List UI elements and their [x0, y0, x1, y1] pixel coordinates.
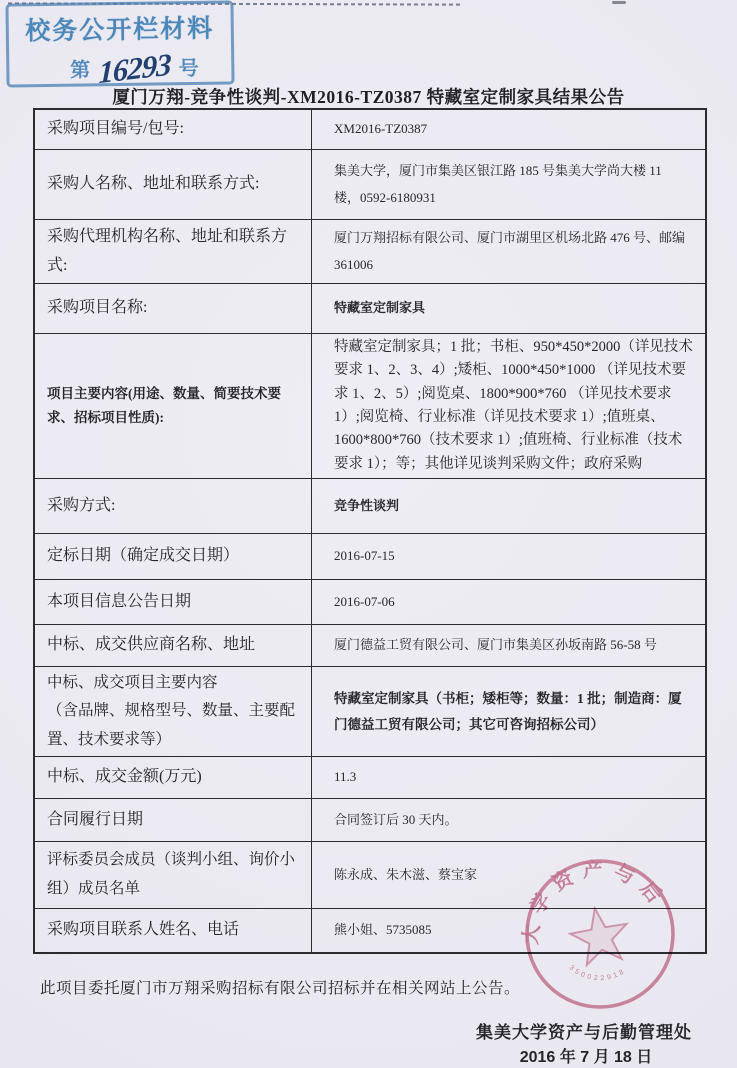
row-value: 特藏室定制家具 [334, 300, 426, 316]
row-label: 定标日期（确定成交日期） [35, 534, 312, 579]
row-label: 采购项目名称: [35, 284, 312, 333]
row-label: 采购项目编号/包号: [35, 110, 312, 149]
row-value: 厦门万翔招标有限公司、厦门市湖里区机场北路 476 号、邮编 361006 [334, 229, 686, 272]
table-row [35, 667, 705, 757]
table-row [35, 220, 705, 284]
archive-stamp-number-line [9, 46, 231, 91]
row-value: XM2016-TZ0387 [334, 121, 428, 137]
archive-stamp-title: 校务公开栏材料 [25, 15, 215, 46]
row-value: 2016-07-15 [334, 548, 395, 564]
footer-note: 此项目委托厦门市万翔采购招标有限公司招标并在相关网站上公告。 [40, 980, 521, 997]
signature-department: 集美大学资产与后勤管理处 [476, 1023, 692, 1042]
row-value: 特藏室定制家具（书柜；矮柜等；数量：1 批；制造商：厦门德益工贸有限公司；其它可咨询招标公司） [334, 690, 682, 732]
row-value: 合同签订后 30 天内。 [334, 811, 458, 827]
table-row [35, 757, 705, 799]
row-label: 采购项目联系人姓名、电话 [35, 909, 312, 952]
table-row [35, 479, 705, 534]
row-label: 本项目信息公告日期 [35, 580, 312, 624]
archive-stamp [5, 0, 234, 91]
table-row [35, 625, 705, 667]
row-label: 中标、成交供应商名称、地址 [35, 625, 312, 666]
row-value: 陈永成、朱木滋、蔡宝家 [334, 866, 478, 882]
table-row [35, 110, 705, 150]
archive-stamp-number-suffix: 号 [178, 57, 199, 81]
row-label: 评标委员会成员（谈判小组、询价小组）成员名单 [35, 842, 312, 908]
table-row [35, 334, 705, 479]
row-value: 集美大学，厦门市集美区银江路 185 号集美大学尚大楼 11 楼，0592-6180931 [334, 162, 662, 205]
row-value: 熊小姐、5735085 [334, 922, 432, 938]
archive-stamp-handwritten-number: 16293 [97, 46, 171, 91]
row-value: 11.3 [334, 769, 357, 785]
result-table [33, 108, 707, 954]
row-value: 特藏室定制家具；1 批；书柜、950*450*2000（详见技术要求 1、2、3、4）;矮柜、1000*450*1000 （详见技术要求 1、2、5）;阅览桌、1800*900*760 （详见技术要求 1）;阅览椅、行业标准（详见技术要求 1）;值班桌、1600*800*760（技术要求 1）;值班椅、行业标准（技术要求 1）；等；其他详见谈判采购文件；政府采购 [334, 338, 693, 472]
table-row [35, 799, 705, 842]
row-label: 合同履行日期 [35, 799, 312, 841]
scan-artifact-speck [612, 1, 626, 4]
row-label: 中标、成交金额(万元) [35, 757, 312, 798]
table-row [35, 150, 705, 220]
signature-date: 2016 年 7 月 18 日 [519, 1049, 653, 1066]
seal-serial-number: 350022918 [567, 964, 628, 983]
table-row [35, 284, 705, 334]
archive-stamp-number-prefix: 第 [69, 59, 91, 82]
row-value: 2016-07-06 [334, 593, 395, 609]
department-seal [520, 853, 680, 1015]
seal-arc-text: 大学资产与后 [520, 858, 671, 946]
table-row [35, 580, 705, 625]
table-row [35, 534, 705, 580]
row-label: 中标、成交项目主要内容 （含品牌、规格型号、数量、主要配置、技术要求等） [35, 667, 312, 756]
row-label: 项目主要内容(用途、数量、简要技术要求、招标项目性质): [35, 334, 312, 478]
row-label: 采购代理机构名称、地址和联系方式: [35, 220, 312, 283]
page-title: 厦门万翔-竞争性谈判-XM2016-TZ0387 特藏室定制家具结果公告 [112, 87, 625, 107]
row-label: 采购人名称、地址和联系方式: [35, 150, 312, 219]
row-value: 竞争性谈判 [334, 497, 400, 513]
row-label: 采购方式: [35, 479, 312, 533]
row-value: 厦门德益工贸有限公司、厦门市集美区孙坂南路 56-58 号 [334, 637, 657, 653]
seal-star-icon [570, 909, 626, 966]
